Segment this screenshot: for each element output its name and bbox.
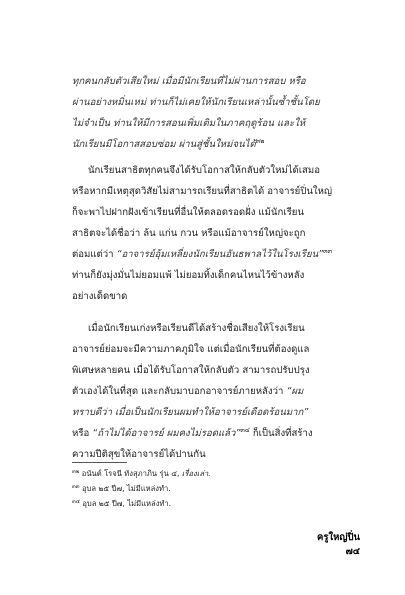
text-line — [72, 318, 347, 339]
italic-quote-text: ทุกคนกลับตัวเสียใหม่ เมื่อมีนักเรียนที่ไม่ผ่านการสอบ หรือ — [72, 76, 306, 87]
italic-quote-text: เรื่องเล่า. — [181, 469, 211, 478]
footnote-marker: ๓๔ — [72, 499, 80, 505]
footnote-marker: ๓๒ — [72, 469, 80, 475]
text-line — [72, 360, 347, 381]
text-line — [72, 244, 347, 265]
text-line — [72, 160, 347, 181]
running-footer-title: ครูใหญ่ปิ่น ๗๔ — [317, 532, 360, 557]
text-run: อนันต์ โรจนี ทังสุภาภิน รุ่น ๔, — [79, 469, 182, 478]
italic-quote-text: นักเรียนมีโอกาสสอบซ่อม ผ่านสู่ชั้นใหม่จนได้ — [72, 139, 256, 150]
text-run: ตัวเองได้ในที่สุด และกลับมาบอกอาจารย์ภายหลังว่า — [72, 386, 287, 397]
text-run: หรือหากมีเหตุสุดวิสัยไม่สามารถเรียนที่สาธิตได้ อาจารย์ปิ่นใหญ่ — [72, 186, 333, 197]
text-run: พิเศษหลายคน เมื่อได้รับโอกาสให้กลับตัว สามารถปรับปรุง — [72, 365, 310, 376]
text-line — [72, 402, 347, 423]
text-line — [72, 71, 347, 92]
text-line — [72, 286, 347, 307]
italic-quote-text: ทราบดีว่า เมื่อเป็นนักเรียนผมทำให้อาจารย์เดือดร้อนมาก” — [72, 407, 309, 418]
italic-quote-text: “ผม — [286, 386, 304, 397]
text-run: อาจารย์ย่อมจะมีความภาคภูมิใจ แต่เมื่อนักเรียนที่ต้องดูแล — [72, 344, 310, 355]
paragraph-pride — [72, 318, 347, 465]
text-line — [72, 265, 347, 286]
text-run: ความปีติสุขให้อาจารย์ได้ปานกัน — [72, 449, 206, 460]
text-run: ก็จะพาไปฝากฝังเข้าเรียนที่อื่นให้ตลอดรอดฝั่ง แม้นักเรียน — [72, 207, 304, 218]
italic-quote-text: “ถ้าไม่ได้อาจารย์ ผมคงไม่รอดแล้ว” — [92, 428, 241, 439]
text-line — [72, 423, 347, 444]
footnote-32 — [72, 466, 352, 481]
text-line — [72, 339, 347, 360]
text-run: อย่างเด็ดขาด — [72, 291, 128, 302]
paragraph-second-chance — [72, 160, 347, 307]
text-run: หรือ — [72, 428, 93, 439]
text-line — [72, 223, 347, 244]
footnote-marker: ๓๓ — [72, 484, 80, 490]
text-run: ต่อมแต่ว่า — [72, 249, 117, 260]
text-line — [72, 381, 347, 402]
text-run: อุบล ๒๕ ปี๗, ไม่มีแหล่งทำ. — [79, 484, 171, 493]
footnote-separator — [72, 462, 127, 463]
text-line — [72, 202, 347, 223]
text-run: อุบล ๒๕ ปี๗, ไม่มีแหล่งทำ. — [79, 499, 172, 508]
text-line — [72, 113, 347, 134]
text-run: เมื่อนักเรียนเก่งหรือเรียนดีได้สร้างชื่อเสียงให้โรงเรียน — [88, 323, 305, 334]
footnote-marker: ๓๔ — [240, 426, 250, 434]
text-run: ก็เป็นสิ่งที่สร้าง — [249, 428, 313, 439]
text-line — [72, 181, 347, 202]
text-run: นักเรียนสาธิตทุกคนจึงได้รับโอกาสให้กลับตัวใหม่ได้เสมอ — [88, 165, 320, 176]
italic-quote-text: “อาจารย์อุ้มเหลี่ยงนักเรียนอันธพาลไว้ในโรงเรียน” — [116, 249, 324, 260]
footnote-marker: ๓๒ — [255, 137, 265, 145]
italic-quote-text: ผ่านอย่างหมิ่นเหม่ ท่านก็ไม่เคยให้นักเรียนเหล่านั้นซ้ำชั้นโดย — [72, 97, 320, 108]
text-line — [72, 92, 347, 113]
footnote-34 — [72, 496, 352, 511]
text-line — [72, 134, 347, 155]
footnote-33 — [72, 481, 352, 496]
text-run: ท่านก็ยังมุ่งมั่นไม่ยอมแพ้ ไม่ยอมทิ้งเด็กคนไหนไว้ข้างหลัง — [72, 270, 305, 281]
paragraph-continued — [72, 71, 347, 155]
text-run: สาธิตจะได้ชื่อว่า ล้น แก่น กวน หรือแม้อาจารย์ใหญ่จะถูก — [72, 228, 306, 239]
footnote-marker: ๓๓ — [323, 247, 332, 255]
italic-quote-text: ไม่จำเป็น ท่านให้มีการสอนเพิ่มเติมในภาคฤดูร้อน และให้ — [72, 118, 306, 129]
